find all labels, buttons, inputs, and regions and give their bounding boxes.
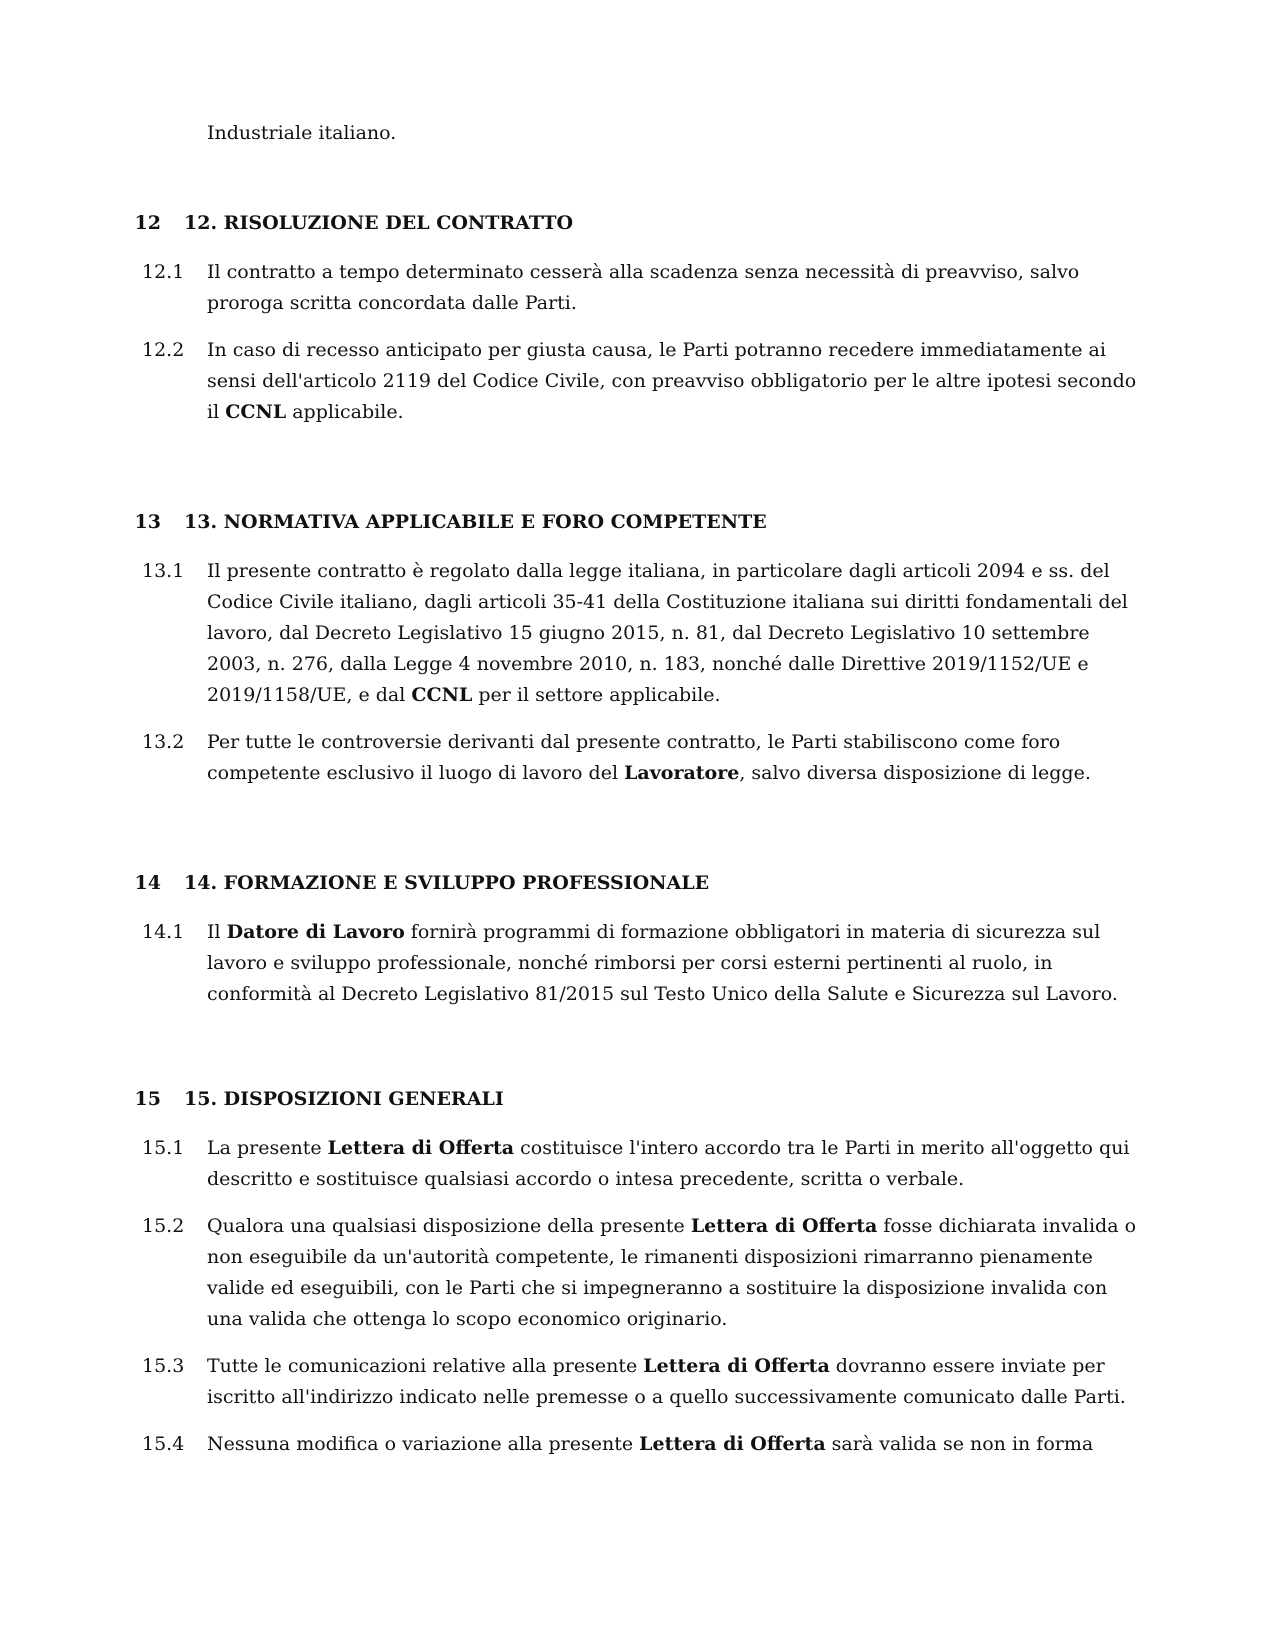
clause-text-run: Nessuna modifica o variazione alla presente — [207, 1433, 640, 1455]
section-title: 15. DISPOSIZIONI GENERALI — [184, 1088, 504, 1110]
clause-15-1 — [0, 1133, 1275, 1195]
section-heading — [0, 1084, 1275, 1115]
clause-text-run: fornirà programmi di formazione obbligatori in materia di sicurezza sul lavoro e sviluppo professionale, nonché rimborsi per corsi esterni pertinenti al ruolo, in conformità al Decreto Legislativo 81/2015 sul Testo Unico della Salute e Sicurezza sul Lavoro. — [207, 921, 1118, 1005]
clause-13-1 — [0, 556, 1275, 711]
clause-text-run: per il settore applicabile. — [472, 684, 721, 706]
clause-text-run: In caso di recesso anticipato per giusta causa, le Parti potranno recedere immediatamente ai sensi dell'articolo 2119 del Codice Civile, con preavviso obbligatorio per le altre ipotesi secondo il — [207, 339, 1137, 423]
clause-text-run: Il presente contratto è regolato dalla legge italiana, in particolare dagli articoli 2094 e ss. del Codice Civile italiano, dagli articoli 35-41 della Costituzione italiana sui diritti fondamentali del lavoro, dal Decreto Legislativo 15 giugno 2015, n. 81, dal Decreto Legislativo 10 settembre 2003, n. 276, dalla Legge 4 novembre 2010, n. 183, nonché dalle Direttive 2019/1152/UE e 2019/1158/UE, e dal — [207, 560, 1128, 706]
clause-text-run: Il — [207, 921, 227, 943]
clause-text-run: , salvo diversa disposizione di legge. — [739, 762, 1091, 784]
clause-text-run: Il contratto a tempo determinato cesserà alla scadenza senza necessità di preavviso, salvo proroga scritta concordata dalle Parti. — [207, 261, 1080, 314]
clause-number: 15.3 — [142, 1355, 185, 1377]
clause-number: 13.1 — [142, 560, 185, 582]
clause-14-1 — [0, 917, 1275, 1010]
defined-term: Lettera di Offerta — [639, 1433, 826, 1455]
clause-text-run: sarà valida se non in forma — [825, 1433, 1094, 1455]
clause-text-run: Tutte le comunicazioni relative alla presente — [207, 1355, 644, 1377]
clause-text-run: dovranno essere inviate per iscritto all'indirizzo indicato nelle premesse o a quello successivamente comunicato dalle Parti. — [207, 1355, 1126, 1408]
clause-number: 15.2 — [142, 1215, 185, 1237]
clause-text — [207, 1133, 1137, 1195]
clause-text-run: La presente — [207, 1137, 328, 1159]
defined-term: Lettera di Offerta — [690, 1215, 878, 1237]
section-14 — [0, 868, 1275, 1010]
section-heading — [0, 208, 1275, 239]
clause-13-2 — [0, 727, 1275, 789]
clause-number: 15.1 — [142, 1137, 185, 1159]
section-heading — [0, 868, 1275, 899]
clause-text-run: Qualora una qualsiasi disposizione della presente — [207, 1215, 691, 1237]
section-12 — [0, 208, 1275, 428]
section-title: 14. FORMAZIONE E SVILUPPO PROFESSIONALE — [184, 872, 710, 894]
section-13 — [0, 507, 1275, 789]
clause-text — [207, 257, 1137, 319]
section-number: 12 — [134, 212, 161, 234]
clause-15-4 — [0, 1429, 1275, 1460]
clause-text-run: fosse dichiarata invalida o non eseguibile da un'autorità competente, le rimanenti disposizioni rimarranno pienamente valide ed eseguibili, con le Parti che si impegneranno a sostituire la disposizione invalida con una valida che ottenga lo scopo economico originario. — [207, 1215, 1137, 1330]
clause-text — [207, 335, 1137, 428]
clause-number: 13.2 — [142, 731, 185, 753]
section-number: 14 — [134, 872, 161, 894]
clause-text — [207, 917, 1137, 1010]
defined-term: Lettera di Offerta — [643, 1355, 830, 1377]
defined-term: CCNL — [225, 401, 287, 423]
clause-text-run: Per tutte le controversie derivanti dal presente contratto, le Parti stabiliscono come foro competente esclusivo il luogo di lavoro del — [207, 731, 1061, 784]
carry-over-text: Industriale italiano. — [207, 122, 397, 144]
clause-12-2 — [0, 335, 1275, 428]
section-number: 13 — [134, 511, 161, 533]
clause-12-1 — [0, 257, 1275, 319]
clause-text — [207, 1429, 1137, 1460]
section-15 — [0, 1084, 1275, 1460]
defined-term: Lettera di Offerta — [327, 1137, 515, 1159]
defined-term: Datore di Lavoro — [226, 921, 405, 943]
clause-number: 15.4 — [142, 1433, 185, 1455]
clause-number: 12.1 — [142, 261, 185, 283]
clause-15-3 — [0, 1351, 1275, 1413]
clause-15-2 — [0, 1211, 1275, 1335]
clause-text-run: costituisce l'intero accordo tra le Parti in merito all'oggetto qui descritto e sostituisce qualsiasi accordo o intesa precedente, scritta o verbale. — [207, 1137, 1130, 1190]
clause-text — [207, 1351, 1137, 1413]
section-heading — [0, 507, 1275, 538]
clause-text — [207, 1211, 1137, 1335]
clause-number: 14.1 — [142, 921, 185, 943]
section-title: 13. NORMATIVA APPLICABILE E FORO COMPETENTE — [184, 511, 767, 533]
section-title: 12. RISOLUZIONE DEL CONTRATTO — [184, 212, 574, 234]
clause-text-run: applicabile. — [286, 401, 404, 423]
clause-number: 12.2 — [142, 339, 185, 361]
clause-text — [207, 556, 1137, 711]
section-number: 15 — [134, 1088, 161, 1110]
defined-term: CCNL — [411, 684, 473, 706]
defined-term: Lavoratore — [624, 762, 740, 784]
clause-text — [207, 727, 1137, 789]
